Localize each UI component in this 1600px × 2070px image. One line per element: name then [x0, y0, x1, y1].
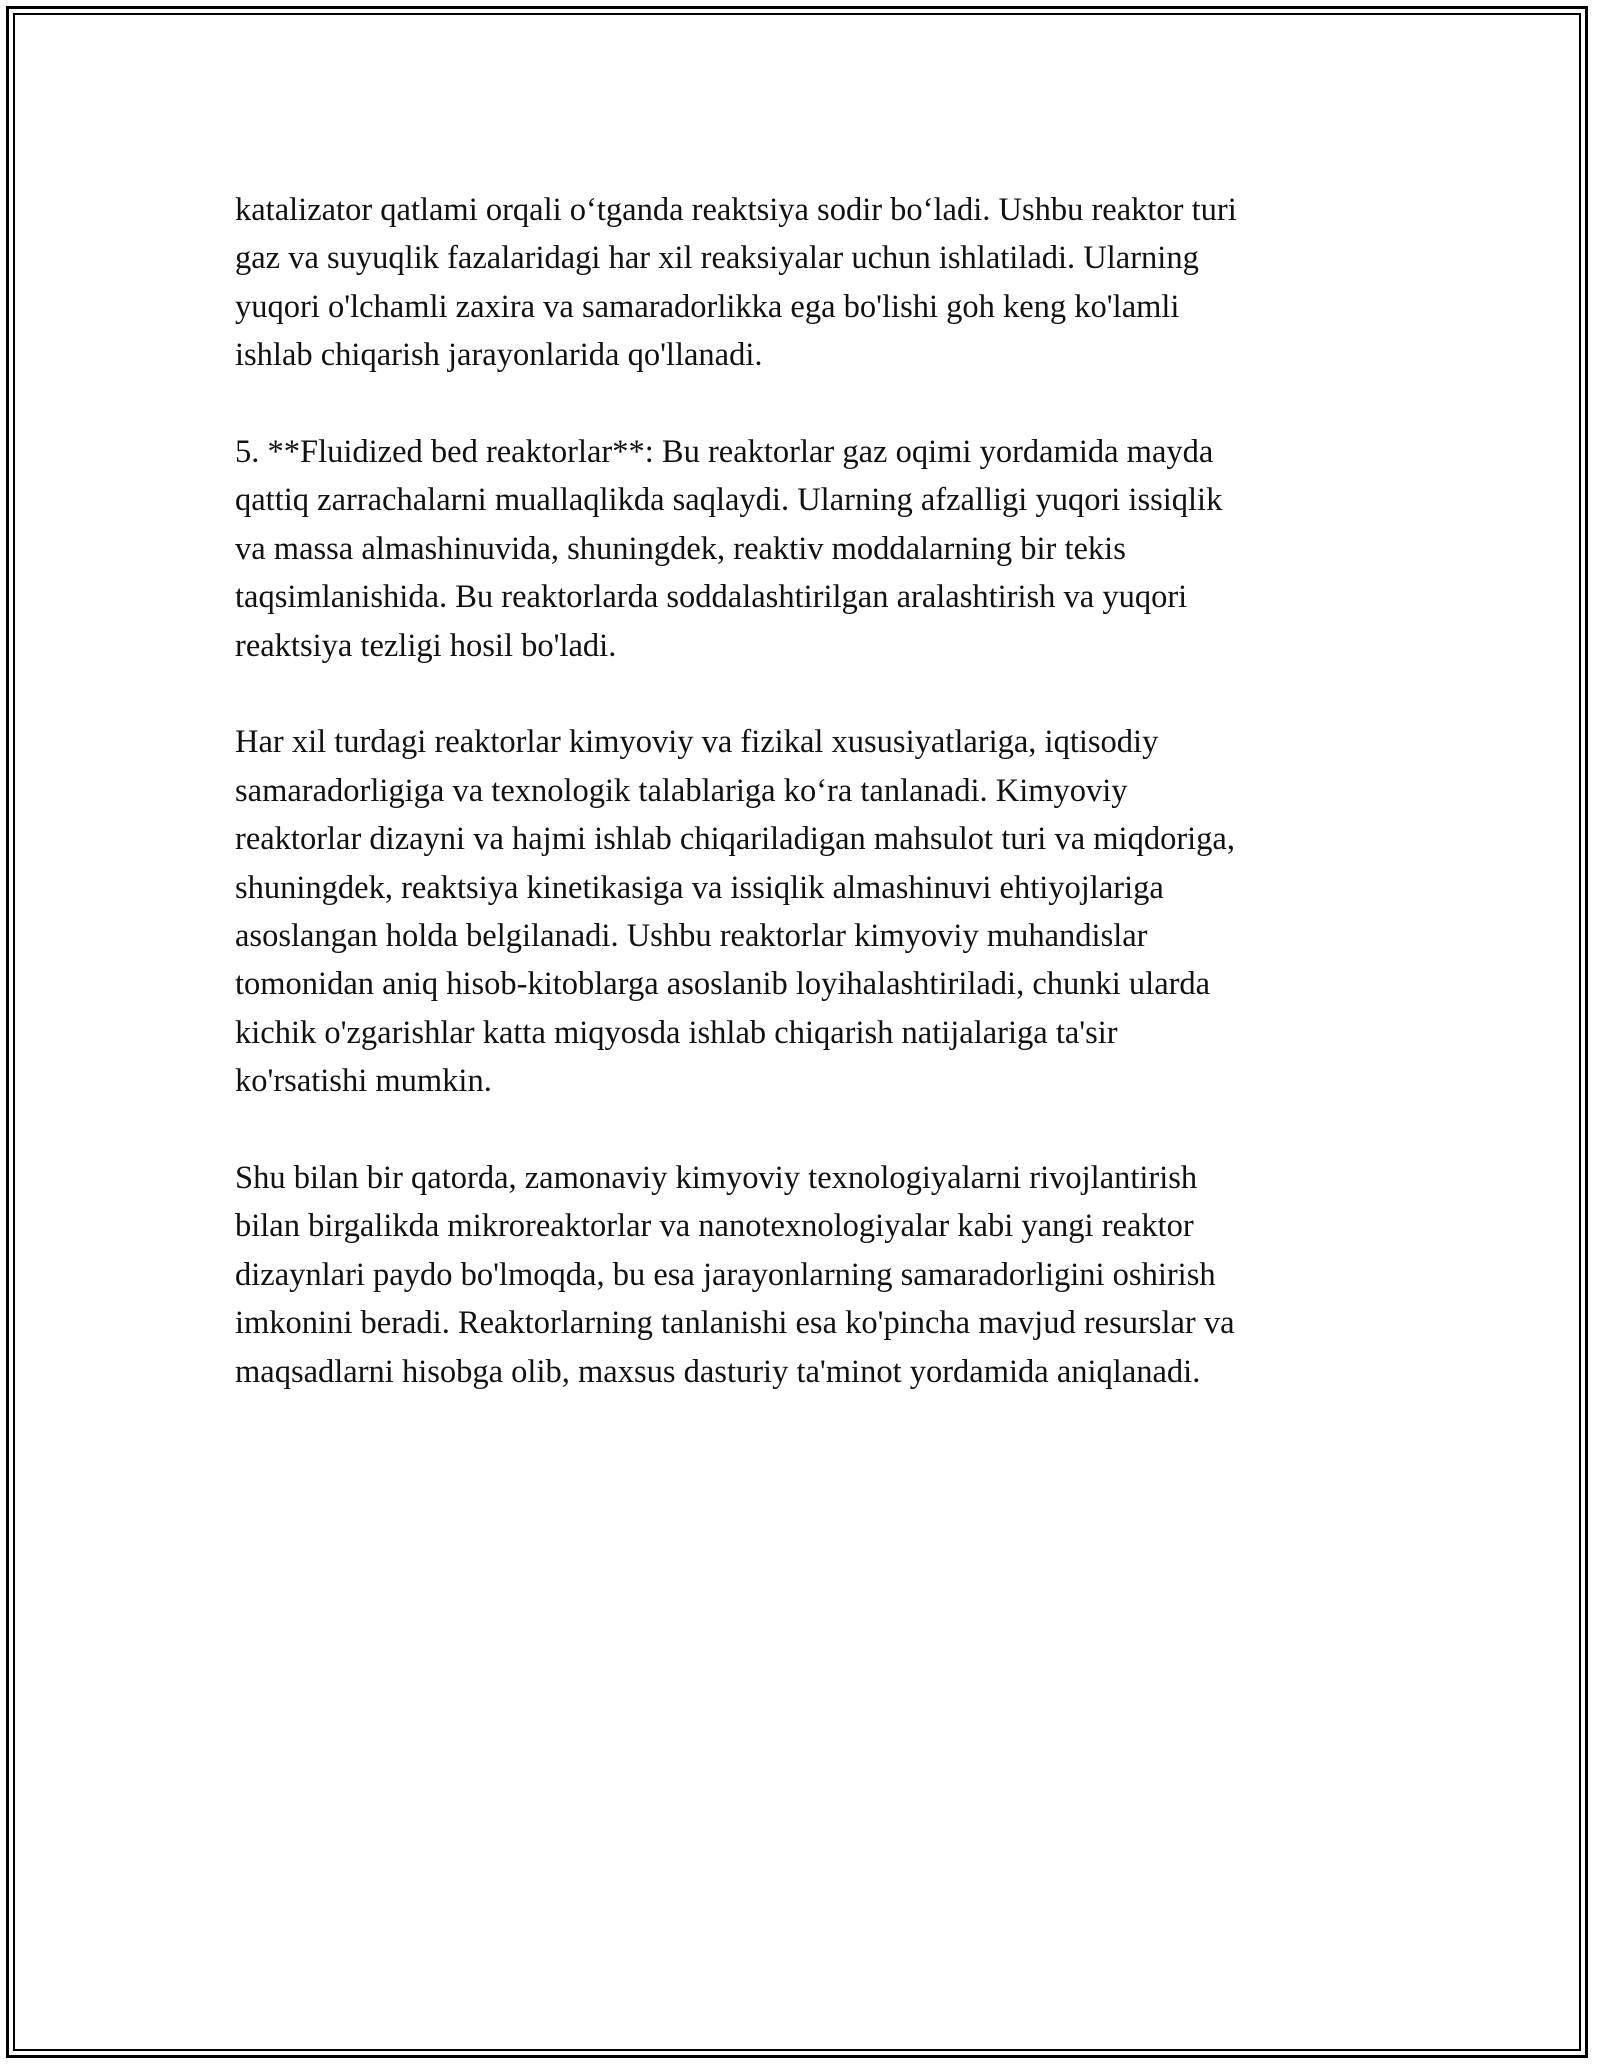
- paragraph-fluidized-bed: 5. **Fluidized bed reaktorlar**: Bu reaktorlar gaz oqimi yordamida mayda qattiq zarrachalarni muallaqlikda saqlaydi. Ularning afzalligi yuqori issiqlik va massa almashinuvida, shuningdek, reaktiv moddalarning bir tekis taqsimlanishida. Bu reaktorlarda soddalashtirilgan aralashtirish va yuqori reaktsiya tezligi hosil bo'ladi.: [235, 434, 1223, 664]
- paragraph-catalytic-reactor: katalizator qatlami orqali o‘tganda reaktsiya sodir bo‘ladi. Ushbu reaktor turi gaz va suyuqlik fazalaridagi har xil reaksiyalar uchun ishlatiladi. Ularning yuqori o'lchamli zaxira va samaradorlikka ega bo'lishi goh keng ko'lamli ishlab chiqarish jarayonlarida qo'llanadi.: [235, 192, 1237, 374]
- document-body: [235, 186, 1375, 1445]
- paragraph-reactor-selection: Har xil turdagi reaktorlar kimyoviy va fizikal xususiyatlariga, iqtisodiy samaradorligiga va texnologik talablariga ko‘ra tanlanadi. Kimyoviy reaktorlar dizayni va hajmi ishlab chiqariladigan mahsulot turi va miqdoriga, shuningdek, reaktsiya kinetikasiga va issiqlik almashinuvi ehtiyojlariga asoslangan holda belgilanadi. Ushbu reaktorlar kimyoviy muhandislar tomonidan aniq hisob-kitoblarga asoslanib loyihalashtiriladi, chunki ularda kichik o'zgarishlar katta miqyosda ishlab chiqarish natijalariga ta'sir ko'rsatishi mumkin.: [235, 724, 1235, 1100]
- paragraph-modern-reactors: Shu bilan bir qatorda, zamonaviy kimyoviy texnologiyalarni rivojlantirish bilan birgalikda mikroreaktorlar va nanotexnologiyalar kabi yangi reaktor dizaynlari paydo bo'lmoqda, bu esa jarayonlarning samaradorligini oshirish imkonini beradi. Reaktorlarning tanlanishi esa ko'pincha mavjud resurslar va maqsadlarni hisobga olib, maxsus dasturiy ta'minot yordamida aniqlanadi.: [235, 1160, 1235, 1390]
